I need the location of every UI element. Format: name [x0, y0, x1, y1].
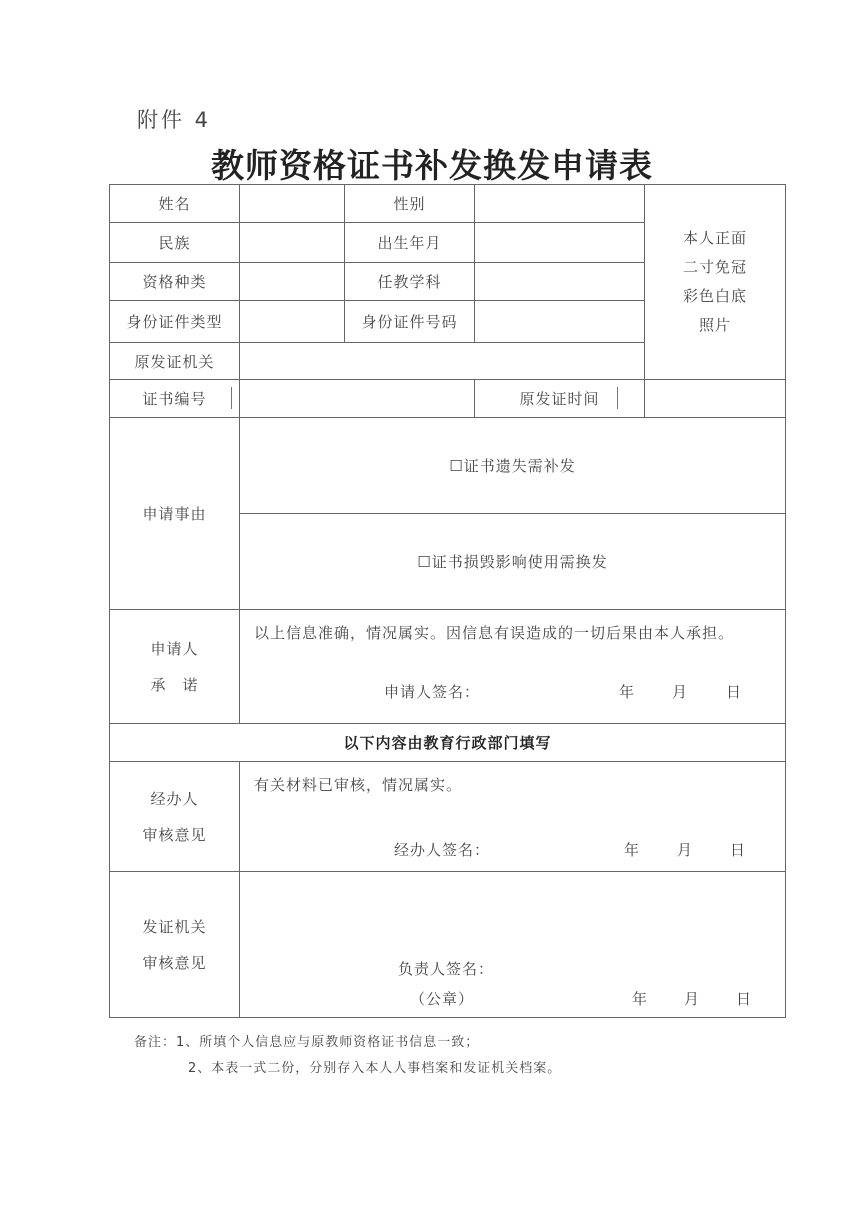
ethnicity-label: 民族 — [110, 223, 240, 263]
gender-label: 性别 — [345, 185, 475, 223]
promise-label-line2: 承 诺 — [150, 675, 199, 694]
promise-text: 以上信息准确，情况属实。因信息有误造成的一切后果由本人承担。 — [254, 624, 735, 642]
authority-label — [110, 872, 240, 1018]
promise-label — [110, 610, 240, 724]
birth-field[interactable] — [475, 223, 645, 263]
name-label: 姓名 — [110, 185, 240, 223]
authority-label-line1: 发证机关 — [142, 917, 207, 936]
issuing-authority-field[interactable] — [240, 343, 645, 380]
birth-label: 出生年月 — [345, 223, 475, 263]
promise-label-line1: 申请人 — [150, 639, 199, 658]
authority-label-line2: 审核意见 — [142, 953, 207, 972]
photo-box — [645, 185, 786, 380]
certificate-number-field[interactable] — [240, 380, 475, 418]
issue-date-field[interactable] — [645, 380, 786, 418]
handler-cell — [240, 762, 786, 872]
handler-label-line2: 审核意见 — [142, 825, 207, 844]
cell-divider-tick — [617, 387, 618, 409]
reason-lost-cell[interactable] — [240, 418, 786, 514]
name-field[interactable] — [240, 185, 345, 223]
authority-day: 日 — [736, 990, 753, 1008]
certificate-number-label: 证书编号 — [110, 380, 240, 418]
notes — [134, 1030, 561, 1082]
handler-label-line1: 经办人 — [150, 789, 199, 808]
section-header: 以下内容由教育行政部门填写 — [110, 724, 786, 762]
handler-day: 日 — [730, 841, 747, 859]
reason-damaged-cell[interactable] — [240, 514, 786, 610]
promise-day: 日 — [726, 683, 743, 701]
authority-signature-label: 负责人签名： — [398, 960, 495, 978]
applicant-signature-label: 申请人签名： — [384, 683, 481, 701]
reason-label: 申请事由 — [110, 418, 240, 610]
reason-lost-checkbox[interactable]: ☐证书遗失需补发 — [449, 457, 576, 475]
handler-signature-label: 经办人签名： — [394, 841, 491, 859]
application-form — [109, 184, 786, 1018]
authority-cell — [240, 872, 786, 1018]
subject-field[interactable] — [475, 263, 645, 301]
photo-line-1: 本人正面 — [682, 229, 747, 247]
ethnicity-field[interactable] — [240, 223, 345, 263]
note-line-1: 备注：1、所填个人信息应与原教师资格证书信息一致； — [134, 1035, 480, 1050]
handler-label — [110, 762, 240, 872]
promise-cell — [240, 610, 786, 724]
form-title: 教师资格证书补发换发申请表 — [211, 146, 653, 185]
handler-year: 年 — [624, 841, 641, 859]
qualification-type-field[interactable] — [240, 263, 345, 301]
note-line-2: 2、本表一式二份，分别存入本人人事档案和发证机关档案。 — [188, 1061, 562, 1076]
photo-line-3: 彩色白底 — [682, 287, 747, 305]
photo-line-4: 照片 — [698, 316, 731, 334]
authority-year: 年 — [632, 990, 649, 1008]
issue-date-label: 原发证时间 — [475, 380, 645, 418]
promise-year: 年 — [619, 683, 636, 701]
official-seal-label: （公章） — [410, 990, 475, 1008]
reason-damaged-checkbox[interactable]: ☐证书损毁影响使用需换发 — [417, 553, 608, 571]
issuing-authority-label: 原发证机关 — [110, 343, 240, 380]
id-type-field[interactable] — [240, 301, 345, 343]
handler-month: 月 — [677, 841, 694, 859]
subject-label: 任教学科 — [345, 263, 475, 301]
promise-month: 月 — [672, 683, 689, 701]
gender-field[interactable] — [475, 185, 645, 223]
authority-month: 月 — [684, 990, 701, 1008]
cell-divider-tick — [231, 387, 232, 409]
id-number-label: 身份证件号码 — [345, 301, 475, 343]
handler-text: 有关材料已审核，情况属实。 — [254, 776, 463, 794]
id-number-field[interactable] — [475, 301, 645, 343]
attachment-label: 附件 4 — [137, 108, 212, 132]
id-type-label: 身份证件类型 — [110, 301, 240, 343]
qualification-type-label: 资格种类 — [110, 263, 240, 301]
photo-line-2: 二寸免冠 — [682, 258, 747, 276]
